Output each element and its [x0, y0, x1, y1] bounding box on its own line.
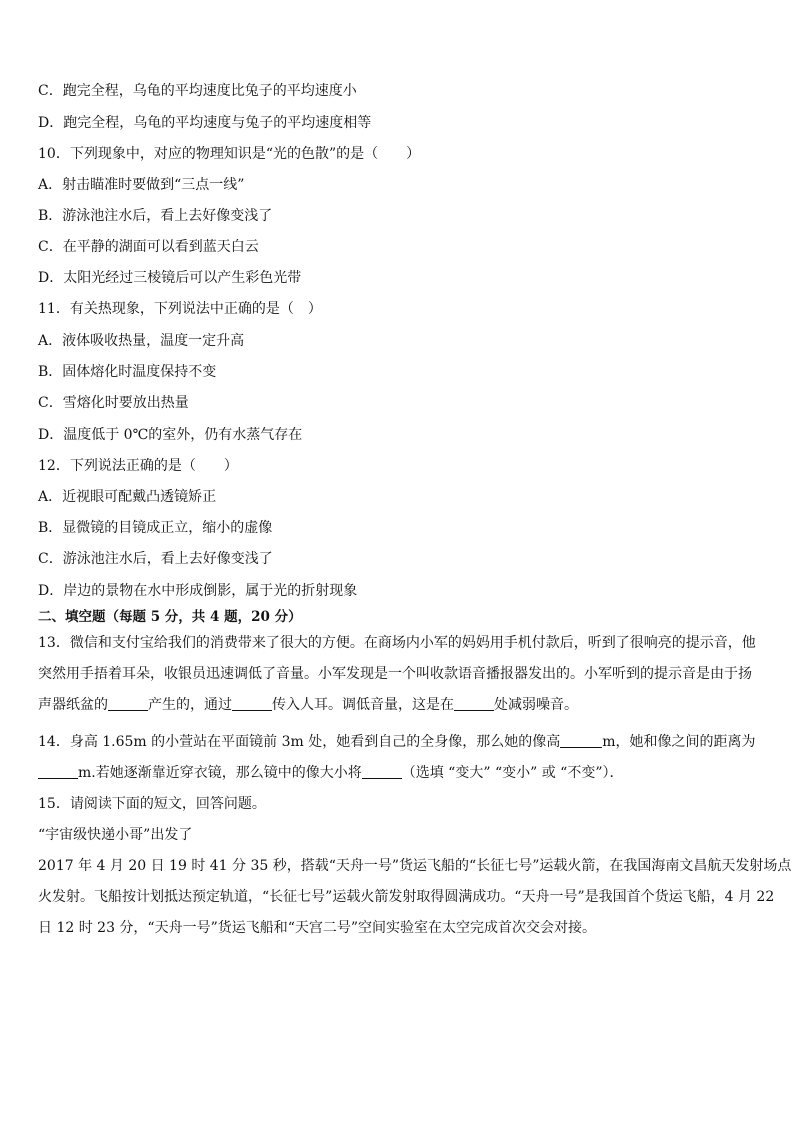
answer-blank[interactable]	[362, 764, 402, 779]
q15-paragraph-line-2: 火发射。飞船按计划抵达预定轨道，“长征七号”运载火箭发射取得圆满成功。“天舟一号”是我国首个货运飞船，4 月 22	[38, 889, 775, 905]
q12-stem: 12．下列说法正确的是（ ）	[38, 458, 238, 474]
q9-option-d: D．跑完全程，乌龟的平均速度与兔子的平均速度相等	[38, 115, 372, 131]
q11-option-c: C．雪熔化时要放出热量	[38, 395, 189, 411]
q12-option-b: B．显微镜的目镜成正立，缩小的虚像	[38, 520, 273, 536]
q13-line-1: 13．微信和支付宝给我们的消费带来了很大的方便。在商场内小军的妈妈用手机付款后，听到了很响亮的提示音，他	[38, 635, 756, 651]
answer-blank[interactable]	[38, 764, 78, 779]
q10-stem: 10．下列现象中，对应的物理知识是“光的色散”的是（ ）	[38, 146, 421, 162]
q13-text-c: 传入人耳。调低音量，这是在	[272, 697, 454, 713]
q11-option-b: B．固体熔化时温度保持不变	[38, 364, 217, 380]
q13-text-a: 声器纸盆的	[38, 697, 108, 713]
q14-text-a: 14．身高 1.65m 的小萱站在平面镜前 3m 处，她看到自己的全身像，那么她的像高	[38, 734, 561, 750]
q11-option-a: A．液体吸收热量，温度一定升高	[38, 333, 245, 349]
answer-blank[interactable]	[560, 733, 602, 748]
q12-option-d: D．岸边的景物在水中形成倒影，属于光的折射现象	[38, 583, 358, 599]
q9-option-c: C．跑完全程，乌龟的平均速度比兔子的平均速度小	[38, 83, 357, 99]
q10-option-d: D．太阳光经过三棱镜后可以产生彩色光带	[38, 270, 302, 286]
q13-text-d: 处减弱噪音。	[494, 697, 578, 713]
answer-blank[interactable]	[232, 696, 272, 711]
q13-text-b: 产生的，通过	[148, 697, 232, 713]
q13-line-3	[38, 695, 758, 715]
q11-stem: 11．有关热现象，下列说法中正确的是（ ）	[38, 301, 322, 317]
q15-passage-title: “宇宙级快递小哥”出发了	[38, 827, 193, 843]
q12-option-c: C．游泳池注水后，看上去好像变浅了	[38, 551, 273, 567]
q14-text-b: m，她和像之间的距离为	[602, 734, 756, 750]
q10-option-a: A．射击瞄准时要做到“三点一线”	[38, 177, 245, 193]
q14-text-c: m.若她逐渐靠近穿衣镜，那么镜中的像大小将	[78, 765, 362, 781]
q13-line-2: 突然用手捂着耳朵，收银员迅速调低了音量。小军发现是一个叫收款语音播报器发出的。小军听到的提示音是由于扬	[38, 666, 752, 682]
answer-blank[interactable]	[454, 696, 494, 711]
q10-option-b: B．游泳池注水后，看上去好像变浅了	[38, 208, 273, 224]
answer-blank[interactable]	[108, 696, 148, 711]
q15-paragraph-line-3: 日 12 时 23 分，“天舟一号”货运飞船和“天宫二号”空间实验室在太空完成首次交会对接。	[38, 920, 597, 936]
q15-paragraph-line-1: 2017 年 4 月 20 日 19 时 41 分 35 秒，搭载“天舟一号”货运飞船的“长征七号”运载火箭，在我国海南文昌航天发射场点	[38, 858, 792, 874]
q14-line-1	[38, 732, 758, 752]
q11-option-d: D．温度低于 0℃的室外，仍有水蒸气存在	[38, 427, 303, 443]
section-heading-fill-in: 二、填空题（每题 5 分，共 4 题，20 分）	[38, 609, 302, 625]
q10-option-c: C．在平静的湖面可以看到蓝天白云	[38, 239, 259, 255]
q15-stem: 15．请阅读下面的短文，回答问题。	[38, 796, 266, 812]
q12-option-a: A．近视眼可配戴凸透镜矫正	[38, 489, 217, 505]
q14-text-d: （选填 “变大” “变小” 或 “不变”）．	[401, 765, 624, 781]
q14-line-2	[38, 763, 758, 783]
